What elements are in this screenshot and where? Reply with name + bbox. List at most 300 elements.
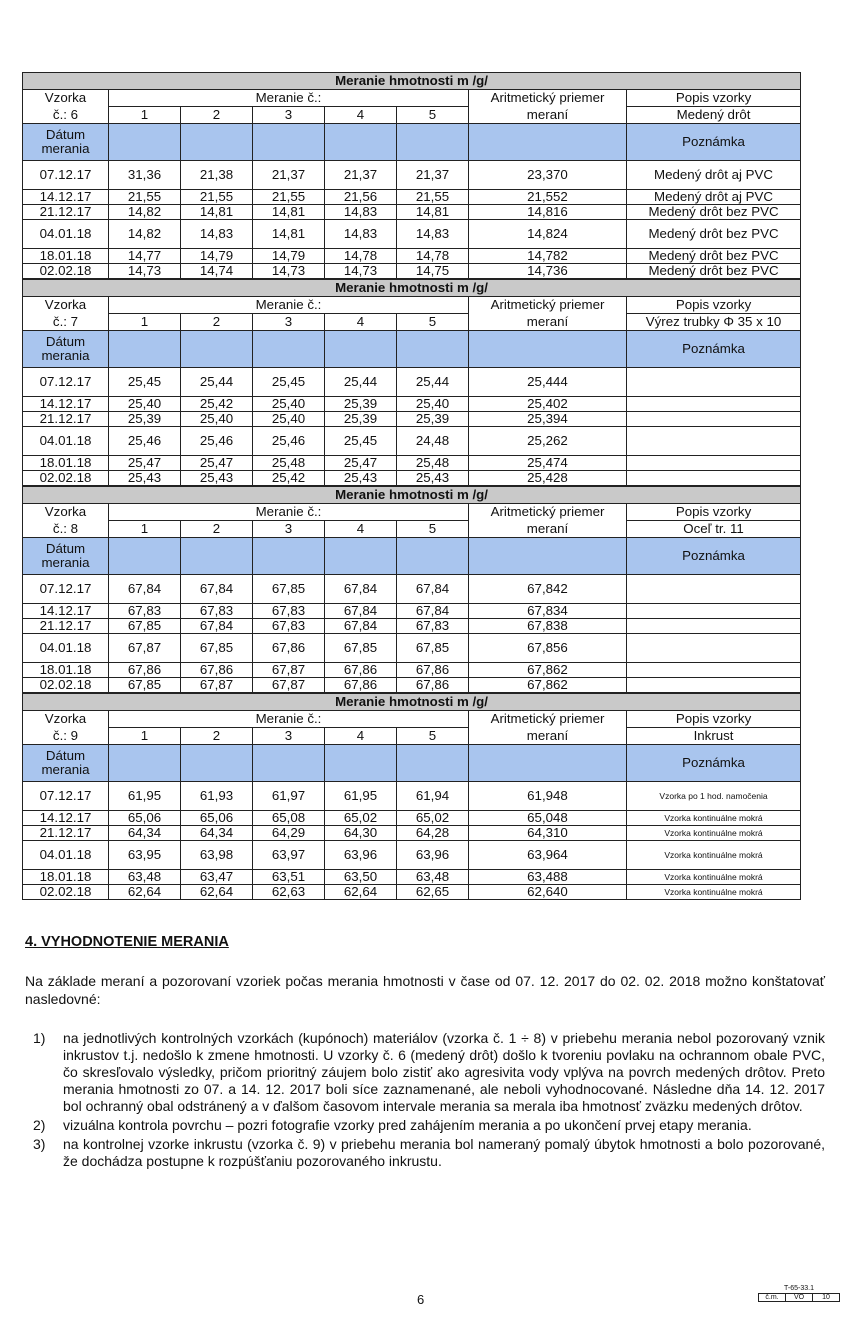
average-cell: 23,370 bbox=[469, 161, 627, 190]
measurement-cell: 14,79 bbox=[181, 249, 253, 264]
date-label bbox=[23, 745, 109, 782]
blank-cell bbox=[397, 745, 469, 782]
avg-label: Aritmetický priemer bbox=[469, 711, 627, 728]
measurement-cell: 67,86 bbox=[325, 678, 397, 693]
table-title: Meranie hmotnosti m /g/ bbox=[23, 73, 801, 90]
measurement-col-number: 3 bbox=[253, 314, 325, 331]
table-row bbox=[23, 885, 801, 900]
note-cell bbox=[627, 619, 801, 634]
measurement-col-number: 4 bbox=[325, 107, 397, 124]
measurement-cell: 14,73 bbox=[325, 264, 397, 279]
measurement-cell: 25,47 bbox=[325, 456, 397, 471]
measurement-cell: 63,50 bbox=[325, 870, 397, 885]
measurement-cell: 14,83 bbox=[325, 205, 397, 220]
measurement-cell: 14,83 bbox=[397, 220, 469, 249]
sample-description: Výrez trubky Φ 35 x 10 bbox=[627, 314, 801, 331]
avg-label-2: meraní bbox=[469, 314, 627, 331]
measurement-cell: 63,95 bbox=[109, 841, 181, 870]
findings-list bbox=[25, 1030, 825, 1172]
sample-id: č.: 7 bbox=[23, 314, 109, 331]
popis-label: Popis vzorky bbox=[627, 297, 801, 314]
list-item-number: 2) bbox=[33, 1117, 46, 1133]
header-row bbox=[23, 711, 801, 728]
measurement-cell: 67,85 bbox=[253, 575, 325, 604]
measurement-cell: 14,73 bbox=[109, 264, 181, 279]
list-item-text: na jednotlivých kontrolných vzorkách (kupónoch) materiálov (vzorka č. 1 ÷ 8) v priebehu merania nebol pozorovaný vznik inkrustov t.j. nedošlo k zmene hmotnosti. U vzorky č. 6 (medený drôt) došlo k tvoreniu povlaku na ochrannom obale PVC, čo skresľovalo výsledky, pričom prioritný záujem bolo zistiť ako agresivita vody vplýva na povrch medených drôtov. Preto merania hmotnosti zo 07. a 14. 12. 2017 boli síce zaznamenané, ale neboli vyhodnocované. Následne dňa 14. 12. 2017 bol ochranný obal odstránený a v ďalšom časovom intervale merania sa merala iba hmotnosť zväzku medených drôtov. bbox=[63, 1030, 825, 1114]
measurement-cell: 25,39 bbox=[397, 412, 469, 427]
date-cell: 02.02.18 bbox=[23, 264, 109, 279]
measurement-cell: 67,85 bbox=[325, 634, 397, 663]
note-cell: Medený drôt aj PVC bbox=[627, 161, 801, 190]
measurement-cell: 25,43 bbox=[397, 471, 469, 486]
table-title: Meranie hmotnosti m /g/ bbox=[23, 487, 801, 504]
blank-cell bbox=[397, 538, 469, 575]
avg-label-2: meraní bbox=[469, 521, 627, 538]
measurement-col-number: 1 bbox=[109, 521, 181, 538]
blank-cell bbox=[109, 124, 181, 161]
meranie-label: Meranie č.: bbox=[109, 504, 469, 521]
date-cell: 21.12.17 bbox=[23, 826, 109, 841]
poznamka-label: Poznámka bbox=[627, 538, 801, 575]
sample-id: č.: 8 bbox=[23, 521, 109, 538]
avg-label: Aritmetický priemer bbox=[469, 90, 627, 107]
blank-cell bbox=[397, 124, 469, 161]
average-cell: 67,856 bbox=[469, 634, 627, 663]
measurement-cell: 14,81 bbox=[181, 205, 253, 220]
measurement-cell: 67,84 bbox=[325, 619, 397, 634]
average-cell: 63,964 bbox=[469, 841, 627, 870]
measurement-cell: 67,84 bbox=[397, 575, 469, 604]
header-row bbox=[23, 297, 801, 314]
measurement-cell: 67,84 bbox=[397, 604, 469, 619]
measurement-cell: 67,87 bbox=[253, 678, 325, 693]
measurement-cell: 64,28 bbox=[397, 826, 469, 841]
header-row bbox=[23, 107, 801, 124]
note-cell: Medený drôt bez PVC bbox=[627, 264, 801, 279]
blank-cell bbox=[325, 331, 397, 368]
measurement-cell: 21,55 bbox=[181, 190, 253, 205]
note-cell bbox=[627, 663, 801, 678]
list-item-text: vizuálna kontrola povrchu – pozri fotografie vzorky pred zahájením merania a po ukončení prvej etapy merania. bbox=[63, 1117, 752, 1133]
blank-cell bbox=[325, 538, 397, 575]
measurement-col-number: 1 bbox=[109, 314, 181, 331]
measurement-cell: 64,29 bbox=[253, 826, 325, 841]
date-label-line: merania bbox=[41, 141, 90, 156]
measurement-col-number: 2 bbox=[181, 521, 253, 538]
note-cell bbox=[627, 678, 801, 693]
measurement-cell: 25,40 bbox=[253, 397, 325, 412]
date-label-line: merania bbox=[41, 762, 90, 777]
measurement-cell: 67,87 bbox=[253, 663, 325, 678]
measurement-cell: 67,84 bbox=[181, 619, 253, 634]
measurement-cell: 67,86 bbox=[181, 663, 253, 678]
measurement-cell: 14,78 bbox=[325, 249, 397, 264]
vzorka-label: Vzorka bbox=[23, 297, 109, 314]
table-row bbox=[23, 870, 801, 885]
popis-label: Popis vzorky bbox=[627, 90, 801, 107]
table-row bbox=[23, 190, 801, 205]
date-label bbox=[23, 331, 109, 368]
table-row bbox=[23, 811, 801, 826]
date-label-line: merania bbox=[41, 555, 90, 570]
blank-cell bbox=[469, 745, 627, 782]
measurement-cell: 14,83 bbox=[325, 220, 397, 249]
measurement-cell: 67,86 bbox=[325, 663, 397, 678]
table-row bbox=[23, 678, 801, 693]
measurement-cell: 21,37 bbox=[397, 161, 469, 190]
popis-label: Popis vzorky bbox=[627, 711, 801, 728]
average-cell: 62,640 bbox=[469, 885, 627, 900]
note-cell bbox=[627, 412, 801, 427]
blank-cell bbox=[397, 331, 469, 368]
blank-cell bbox=[109, 745, 181, 782]
measurement-cell: 25,46 bbox=[253, 427, 325, 456]
measurement-col-number: 1 bbox=[109, 728, 181, 745]
measurement-cell: 25,44 bbox=[397, 368, 469, 397]
table-row bbox=[23, 841, 801, 870]
date-cell: 04.01.18 bbox=[23, 220, 109, 249]
measurement-cell: 31,36 bbox=[109, 161, 181, 190]
table-row bbox=[23, 471, 801, 486]
measurement-cell: 21,55 bbox=[397, 190, 469, 205]
measurement-cell: 67,84 bbox=[109, 575, 181, 604]
average-cell: 65,048 bbox=[469, 811, 627, 826]
table-row bbox=[23, 427, 801, 456]
intro-paragraph: Na základe meraní a pozorovaní vzoriek počas merania hmotnosti v čase od 07. 12. 2017 do 02. 02. 2018 možno konštatovať nasledovné: bbox=[25, 973, 825, 1007]
note-cell: Medený drôt bez PVC bbox=[627, 220, 801, 249]
average-cell: 14,816 bbox=[469, 205, 627, 220]
average-cell: 25,444 bbox=[469, 368, 627, 397]
table-row bbox=[23, 161, 801, 190]
measurement-cell: 25,39 bbox=[325, 397, 397, 412]
measurement-col-number: 5 bbox=[397, 107, 469, 124]
average-cell: 14,782 bbox=[469, 249, 627, 264]
average-cell: 67,862 bbox=[469, 663, 627, 678]
table-title-row bbox=[23, 73, 801, 90]
measurement-cell: 61,94 bbox=[397, 782, 469, 811]
stamp-cell: 10 bbox=[822, 1294, 830, 1301]
note-cell: Vzorka kontinuálne mokrá bbox=[627, 841, 801, 870]
blank-cell bbox=[253, 331, 325, 368]
average-cell: 25,394 bbox=[469, 412, 627, 427]
header-row bbox=[23, 314, 801, 331]
measurement-cell: 67,84 bbox=[325, 604, 397, 619]
date-cell: 04.01.18 bbox=[23, 427, 109, 456]
measurement-cell: 64,30 bbox=[325, 826, 397, 841]
list-item-text: na kontrolnej vzorke inkrustu (vzorka č. 9) v priebehu merania bol nameraný pomalý úbytok hmotnosti a bolo pozorované, že dochádza postupne k rozpúšťaniu pozorovaného inkrustu. bbox=[63, 1136, 825, 1169]
table-row bbox=[23, 264, 801, 279]
measurement-cell: 63,98 bbox=[181, 841, 253, 870]
poznamka-label: Poznámka bbox=[627, 745, 801, 782]
measurement-cell: 67,83 bbox=[253, 604, 325, 619]
measurement-cell: 14,82 bbox=[109, 205, 181, 220]
sample-table bbox=[22, 72, 801, 279]
date-header-row bbox=[23, 331, 801, 368]
measurement-col-number: 5 bbox=[397, 521, 469, 538]
avg-label-2: meraní bbox=[469, 728, 627, 745]
measurement-cell: 63,97 bbox=[253, 841, 325, 870]
measurement-col-number: 2 bbox=[181, 314, 253, 331]
date-label-line: merania bbox=[41, 348, 90, 363]
date-cell: 02.02.18 bbox=[23, 471, 109, 486]
measurement-cell: 61,95 bbox=[109, 782, 181, 811]
note-cell: Vzorka kontinuálne mokrá bbox=[627, 811, 801, 826]
date-cell: 14.12.17 bbox=[23, 190, 109, 205]
list-item-number: 3) bbox=[33, 1136, 46, 1152]
measurement-cell: 14,79 bbox=[253, 249, 325, 264]
table-row bbox=[23, 205, 801, 220]
measurement-cell: 63,51 bbox=[253, 870, 325, 885]
sample-table bbox=[22, 693, 801, 900]
note-cell bbox=[627, 634, 801, 663]
table-row bbox=[23, 619, 801, 634]
blank-cell bbox=[181, 331, 253, 368]
date-header-row bbox=[23, 745, 801, 782]
avg-label-2: meraní bbox=[469, 107, 627, 124]
measurement-cell: 21,37 bbox=[253, 161, 325, 190]
measurement-cell: 25,39 bbox=[109, 412, 181, 427]
table-row bbox=[23, 663, 801, 678]
stamp-cell: č.m. bbox=[759, 1294, 786, 1301]
measurement-cell: 65,02 bbox=[325, 811, 397, 826]
meranie-label: Meranie č.: bbox=[109, 711, 469, 728]
note-cell bbox=[627, 368, 801, 397]
table-row bbox=[23, 604, 801, 619]
measurement-cell: 67,85 bbox=[397, 634, 469, 663]
measurement-cell: 67,84 bbox=[181, 575, 253, 604]
average-cell: 25,402 bbox=[469, 397, 627, 412]
measurement-cell: 25,43 bbox=[325, 471, 397, 486]
note-cell bbox=[627, 604, 801, 619]
date-cell: 02.02.18 bbox=[23, 678, 109, 693]
average-cell: 67,862 bbox=[469, 678, 627, 693]
note-cell: Medený drôt bez PVC bbox=[627, 249, 801, 264]
measurement-cell: 65,02 bbox=[397, 811, 469, 826]
date-cell: 07.12.17 bbox=[23, 161, 109, 190]
table-row bbox=[23, 782, 801, 811]
note-cell: Medený drôt bez PVC bbox=[627, 205, 801, 220]
table-row bbox=[23, 412, 801, 427]
measurement-cell: 14,78 bbox=[397, 249, 469, 264]
measurement-col-number: 1 bbox=[109, 107, 181, 124]
measurement-cell: 25,40 bbox=[253, 412, 325, 427]
measurement-col-number: 5 bbox=[397, 728, 469, 745]
measurement-cell: 67,86 bbox=[109, 663, 181, 678]
measurement-cell: 25,40 bbox=[181, 412, 253, 427]
blank-cell bbox=[109, 331, 181, 368]
vzorka-label: Vzorka bbox=[23, 504, 109, 521]
measurement-cell: 14,83 bbox=[181, 220, 253, 249]
page-number: 6 bbox=[417, 1292, 425, 1307]
measurement-col-number: 2 bbox=[181, 728, 253, 745]
list-item-number: 1) bbox=[33, 1030, 46, 1046]
measurement-cell: 61,97 bbox=[253, 782, 325, 811]
date-header-row bbox=[23, 538, 801, 575]
measurement-cell: 62,64 bbox=[325, 885, 397, 900]
measurement-cell: 67,85 bbox=[109, 619, 181, 634]
document-stamp bbox=[758, 1285, 840, 1302]
stamp-cell: VO bbox=[786, 1294, 813, 1301]
average-cell: 25,428 bbox=[469, 471, 627, 486]
average-cell: 67,838 bbox=[469, 619, 627, 634]
measurement-cell: 67,86 bbox=[253, 634, 325, 663]
note-cell: Vzorka kontinuálne mokrá bbox=[627, 826, 801, 841]
average-cell: 25,262 bbox=[469, 427, 627, 456]
measurement-cell: 14,82 bbox=[109, 220, 181, 249]
measurement-cell: 67,84 bbox=[325, 575, 397, 604]
measurement-cell: 65,06 bbox=[181, 811, 253, 826]
measurement-cell: 25,46 bbox=[181, 427, 253, 456]
average-cell: 64,310 bbox=[469, 826, 627, 841]
sample-table bbox=[22, 279, 801, 486]
table-row bbox=[23, 397, 801, 412]
measurement-cell: 25,48 bbox=[253, 456, 325, 471]
measurement-cell: 14,77 bbox=[109, 249, 181, 264]
measurement-cell: 67,83 bbox=[109, 604, 181, 619]
measurement-col-number: 3 bbox=[253, 728, 325, 745]
sample-table bbox=[22, 486, 801, 693]
measurement-col-number: 4 bbox=[325, 728, 397, 745]
table-title: Meranie hmotnosti m /g/ bbox=[23, 280, 801, 297]
date-label-line: Dátum bbox=[45, 334, 86, 350]
measurement-cell: 67,85 bbox=[109, 678, 181, 693]
measurement-cell: 64,34 bbox=[181, 826, 253, 841]
measurement-cell: 25,40 bbox=[397, 397, 469, 412]
note-cell bbox=[627, 471, 801, 486]
blank-cell bbox=[181, 124, 253, 161]
blank-cell bbox=[109, 538, 181, 575]
average-cell: 21,552 bbox=[469, 190, 627, 205]
popis-label: Popis vzorky bbox=[627, 504, 801, 521]
measurement-cell: 25,46 bbox=[109, 427, 181, 456]
measurement-cell: 25,47 bbox=[109, 456, 181, 471]
date-cell: 18.01.18 bbox=[23, 870, 109, 885]
list-item bbox=[25, 1136, 825, 1170]
vzorka-label: Vzorka bbox=[23, 711, 109, 728]
note-cell bbox=[627, 397, 801, 412]
average-cell: 67,842 bbox=[469, 575, 627, 604]
measurement-cell: 21,55 bbox=[253, 190, 325, 205]
measurement-cell: 25,47 bbox=[181, 456, 253, 471]
sample-id: č.: 9 bbox=[23, 728, 109, 745]
measurement-cell: 67,83 bbox=[253, 619, 325, 634]
measurement-cell: 25,45 bbox=[325, 427, 397, 456]
stamp-cells bbox=[758, 1294, 840, 1302]
blank-cell bbox=[253, 538, 325, 575]
date-cell: 07.12.17 bbox=[23, 782, 109, 811]
date-cell: 04.01.18 bbox=[23, 634, 109, 663]
date-header-row bbox=[23, 124, 801, 161]
header-row bbox=[23, 521, 801, 538]
measurement-cell: 14,73 bbox=[253, 264, 325, 279]
measurement-cell: 63,48 bbox=[109, 870, 181, 885]
measurement-cell: 67,83 bbox=[181, 604, 253, 619]
measurement-cell: 21,37 bbox=[325, 161, 397, 190]
poznamka-label: Poznámka bbox=[627, 124, 801, 161]
note-cell bbox=[627, 575, 801, 604]
blank-cell bbox=[469, 538, 627, 575]
table-title-row bbox=[23, 487, 801, 504]
measurement-cell: 62,64 bbox=[181, 885, 253, 900]
measurement-col-number: 3 bbox=[253, 107, 325, 124]
average-cell: 14,824 bbox=[469, 220, 627, 249]
table-row bbox=[23, 249, 801, 264]
date-cell: 04.01.18 bbox=[23, 841, 109, 870]
avg-label: Aritmetický priemer bbox=[469, 504, 627, 521]
date-label-line: Dátum bbox=[45, 748, 86, 764]
measurement-col-number: 5 bbox=[397, 314, 469, 331]
measurement-col-number: 3 bbox=[253, 521, 325, 538]
measurement-cell: 67,83 bbox=[397, 619, 469, 634]
measurement-cell: 25,48 bbox=[397, 456, 469, 471]
meranie-label: Meranie č.: bbox=[109, 90, 469, 107]
date-cell: 02.02.18 bbox=[23, 885, 109, 900]
note-cell: Vzorka kontinuálne mokrá bbox=[627, 885, 801, 900]
measurement-cell: 67,86 bbox=[397, 663, 469, 678]
meranie-label: Meranie č.: bbox=[109, 297, 469, 314]
measurement-cell: 67,85 bbox=[181, 634, 253, 663]
list-item bbox=[25, 1030, 825, 1115]
poznamka-label: Poznámka bbox=[627, 331, 801, 368]
measurement-cell: 62,63 bbox=[253, 885, 325, 900]
blank-cell bbox=[469, 124, 627, 161]
measurement-cell: 64,34 bbox=[109, 826, 181, 841]
date-label-line: Dátum bbox=[45, 541, 86, 557]
note-cell: Medený drôt aj PVC bbox=[627, 190, 801, 205]
date-cell: 18.01.18 bbox=[23, 249, 109, 264]
table-row bbox=[23, 368, 801, 397]
measurement-cell: 14,81 bbox=[253, 220, 325, 249]
measurement-cell: 63,47 bbox=[181, 870, 253, 885]
measurement-cell: 67,86 bbox=[397, 678, 469, 693]
note-cell bbox=[627, 427, 801, 456]
measurement-cell: 25,43 bbox=[181, 471, 253, 486]
measurement-cell: 25,45 bbox=[253, 368, 325, 397]
date-cell: 18.01.18 bbox=[23, 663, 109, 678]
sample-description: Inkrust bbox=[627, 728, 801, 745]
average-cell: 14,736 bbox=[469, 264, 627, 279]
avg-label: Aritmetický priemer bbox=[469, 297, 627, 314]
measurement-cell: 61,93 bbox=[181, 782, 253, 811]
measurement-cell: 14,81 bbox=[397, 205, 469, 220]
measurement-cell: 65,08 bbox=[253, 811, 325, 826]
table-title-row bbox=[23, 280, 801, 297]
header-row bbox=[23, 90, 801, 107]
table-row bbox=[23, 456, 801, 471]
measurement-cell: 21,38 bbox=[181, 161, 253, 190]
list-item bbox=[25, 1117, 825, 1134]
sample-description: Oceľ tr. 11 bbox=[627, 521, 801, 538]
blank-cell bbox=[469, 331, 627, 368]
blank-cell bbox=[253, 124, 325, 161]
table-title: Meranie hmotnosti m /g/ bbox=[23, 694, 801, 711]
date-cell: 21.12.17 bbox=[23, 205, 109, 220]
table-row bbox=[23, 575, 801, 604]
date-label bbox=[23, 538, 109, 575]
average-cell: 61,948 bbox=[469, 782, 627, 811]
measurement-cell: 63,96 bbox=[325, 841, 397, 870]
measurement-cell: 14,81 bbox=[253, 205, 325, 220]
average-cell: 63,488 bbox=[469, 870, 627, 885]
sample-id: č.: 6 bbox=[23, 107, 109, 124]
date-label-line: Dátum bbox=[45, 127, 86, 143]
date-label bbox=[23, 124, 109, 161]
date-cell: 14.12.17 bbox=[23, 604, 109, 619]
date-cell: 18.01.18 bbox=[23, 456, 109, 471]
stamp-code: T-65-33.1 bbox=[758, 1285, 840, 1294]
measurement-col-number: 4 bbox=[325, 521, 397, 538]
date-cell: 07.12.17 bbox=[23, 368, 109, 397]
